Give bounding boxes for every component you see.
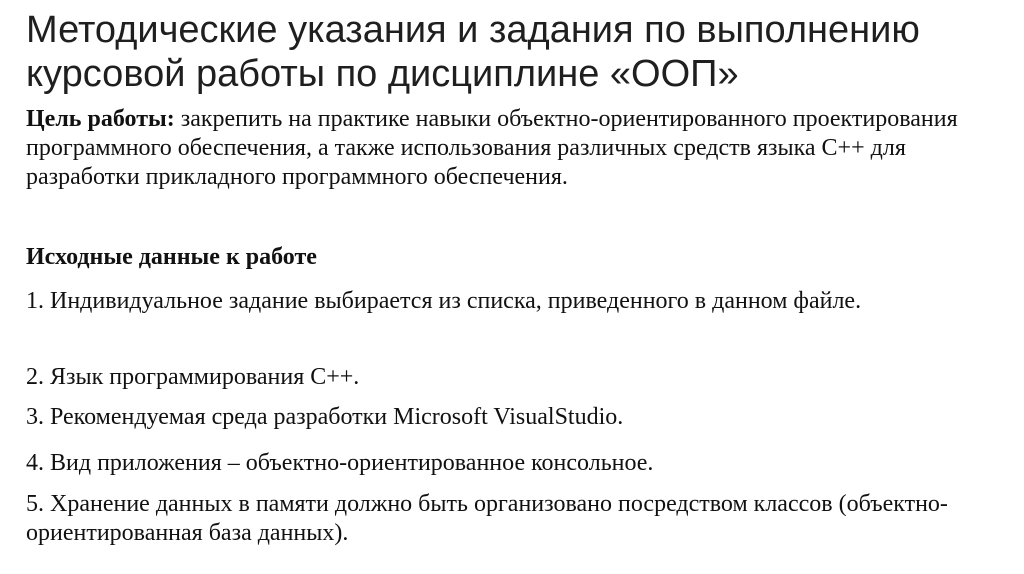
list-item: 3. Рекомендуемая среда разработки Microsoft VisualStudio. <box>26 404 624 430</box>
list-item: 1. Индивидуальное задание выбирается из списка, приведенного в данном файле. <box>26 288 862 314</box>
goal-paragraph <box>26 105 986 192</box>
goal-text: закрепить на практике навыки объектно-ориентированного проектирования программного обеспечения, а также использования различных средств языка С++ для разработки прикладного программного обеспечения. <box>26 106 958 190</box>
list-item: 5. Хранение данных в памяти должно быть организовано посредством классов (объектно-ориентированная база данных). <box>26 491 948 546</box>
list-item: 4. Вид приложения – объектно-ориентированное консольное. <box>26 450 654 476</box>
goal-label: Цель работы: <box>26 106 175 132</box>
list-item: 2. Язык программирования С++. <box>26 364 360 390</box>
slide-title: Методические указания и задания по выполнению курсовой работы по дисциплине «ООП» <box>26 9 920 95</box>
source-data-heading: Исходные данные к работе <box>26 244 317 270</box>
